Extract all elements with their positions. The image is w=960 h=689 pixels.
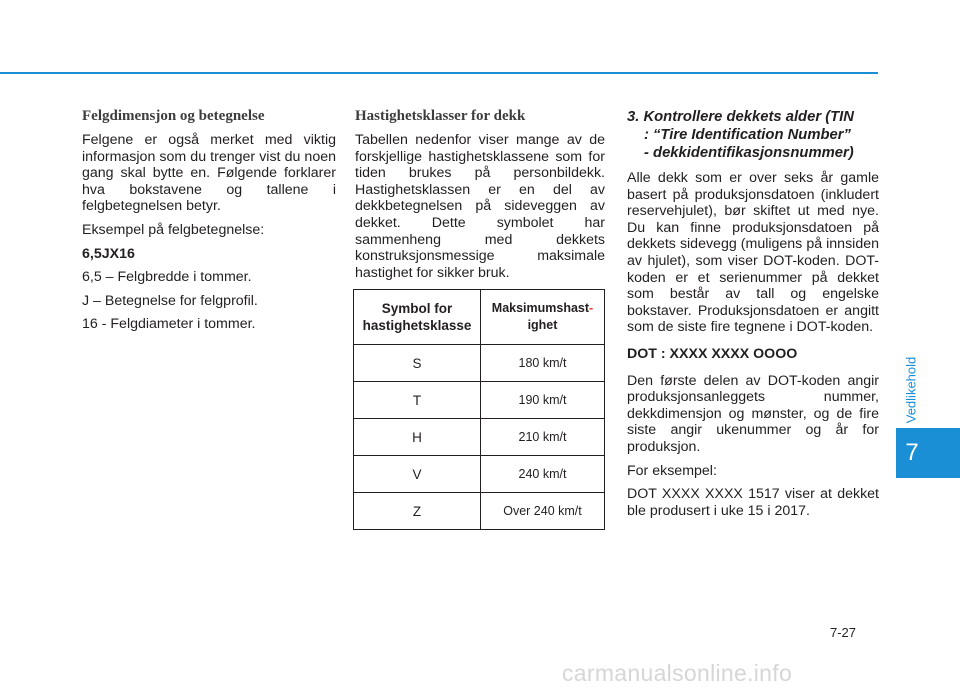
speed-rating-table [353,289,605,530]
cell-speed: 190 km/t [481,382,605,419]
table-row [354,419,605,456]
table-row [354,382,605,419]
header-max-line2: ighet [527,318,558,332]
tire-age-heading-line2: : “Tire Identification Number” [644,127,851,143]
rim-heading: Felgdimensjon og betegnelse [82,108,265,124]
header-max-speed [481,290,605,345]
chapter-side-label-text: Vedlikehold [903,356,919,424]
tire-age-para3: DOT XXXX XXXX 1517 viser at dekket ble produsert i uke 15 i 2017. [627,486,879,519]
tire-age-heading-line3: - dekkidentifikasjonsnummer) [644,145,854,161]
tire-age-heading [627,108,879,162]
header-symbol-line2: hastighetsklasse [362,318,472,333]
dot-code-format: DOT : XXXX XXXX OOOO [627,345,798,362]
tire-age-heading-line1: 3. Kontrollere dekkets alder (TIN [627,109,854,125]
tire-age-example-label: For eksempel: [627,462,717,479]
speed-intro: Tabellen nedenfor viser mange av de forskjellige hastighetsklassene som for tiden brukes på personbildekk. Hastighetsklassen er en del av dekkbetegnelsen på sideveggen av dekket. Dette symbolet har sammenheng med dekkets konstruksjonsmessige maksimale hastighet for sikker bruk. [355,132,605,281]
cell-symbol: Z [354,493,481,530]
rim-intro: Felgene er også merket med viktig informasjon som du trenger vist du noen gang skal bytte en. Følgende forklarer hva bokstavene og tallene i felgbetegnelsen betyr. [82,132,336,215]
header-max-hyphen: - [589,301,594,315]
rim-section [82,108,336,340]
watermark: carmanualsonline.info [562,660,793,686]
header-symbol [354,290,481,345]
cell-symbol: H [354,419,481,456]
chapter-tab [896,428,960,478]
rim-line-diameter: 16 - Felgdiameter i tommer. [82,316,256,333]
table-row [354,345,605,382]
cell-symbol: V [354,456,481,493]
table-row [354,456,605,493]
rim-example-code: 6,5JX16 [82,245,135,262]
chapter-side-label [895,355,927,425]
speed-heading: Hastighetsklasser for dekk [355,108,526,124]
table-header-row [354,290,605,345]
chapter-number: 7 [905,439,919,466]
speed-section [355,108,605,288]
header-max-line1: Maksimumshast [491,301,590,315]
rim-example-label: Eksempel på felgbetegnelse: [82,221,265,238]
header-symbol-line1: Symbol for [381,301,453,316]
cell-symbol: T [354,382,481,419]
cell-speed: Over 240 km/t [481,493,605,530]
cell-symbol: S [354,345,481,382]
tire-age-para2: Den første delen av DOT-koden angir produksjonsanleggets nummer, dekkdimensjon og mønster, og de fire siste angir ukenummer og år for produksjon. [627,372,879,455]
table-row [354,493,605,530]
cell-speed: 180 km/t [481,345,605,382]
tire-age-section [627,108,879,526]
top-rule [0,72,878,74]
page-number: 7-27 [830,625,857,640]
rim-line-profile: J – Betegnelse for felgprofil. [82,292,258,309]
rim-line-width: 6,5 – Felgbredde i tommer. [82,269,252,286]
cell-speed: 210 km/t [481,419,605,456]
tire-age-para1: Alle dekk som er over seks år gamle basert på produksjonsdatoen (inkludert reservehjulet), bør skiftet ut med nye. Du kan finne produksjonsdatoen på dekkets sidevegg (muligens på innsiden av hjulet), som viser DOT-koden. DOT-koden er et serienummer på dekket som består av tall og engelske bokstaver. Produksjonsdatoen er angitt som de siste fire tegnene i DOT-koden. [627,170,879,336]
cell-speed: 240 km/t [481,456,605,493]
